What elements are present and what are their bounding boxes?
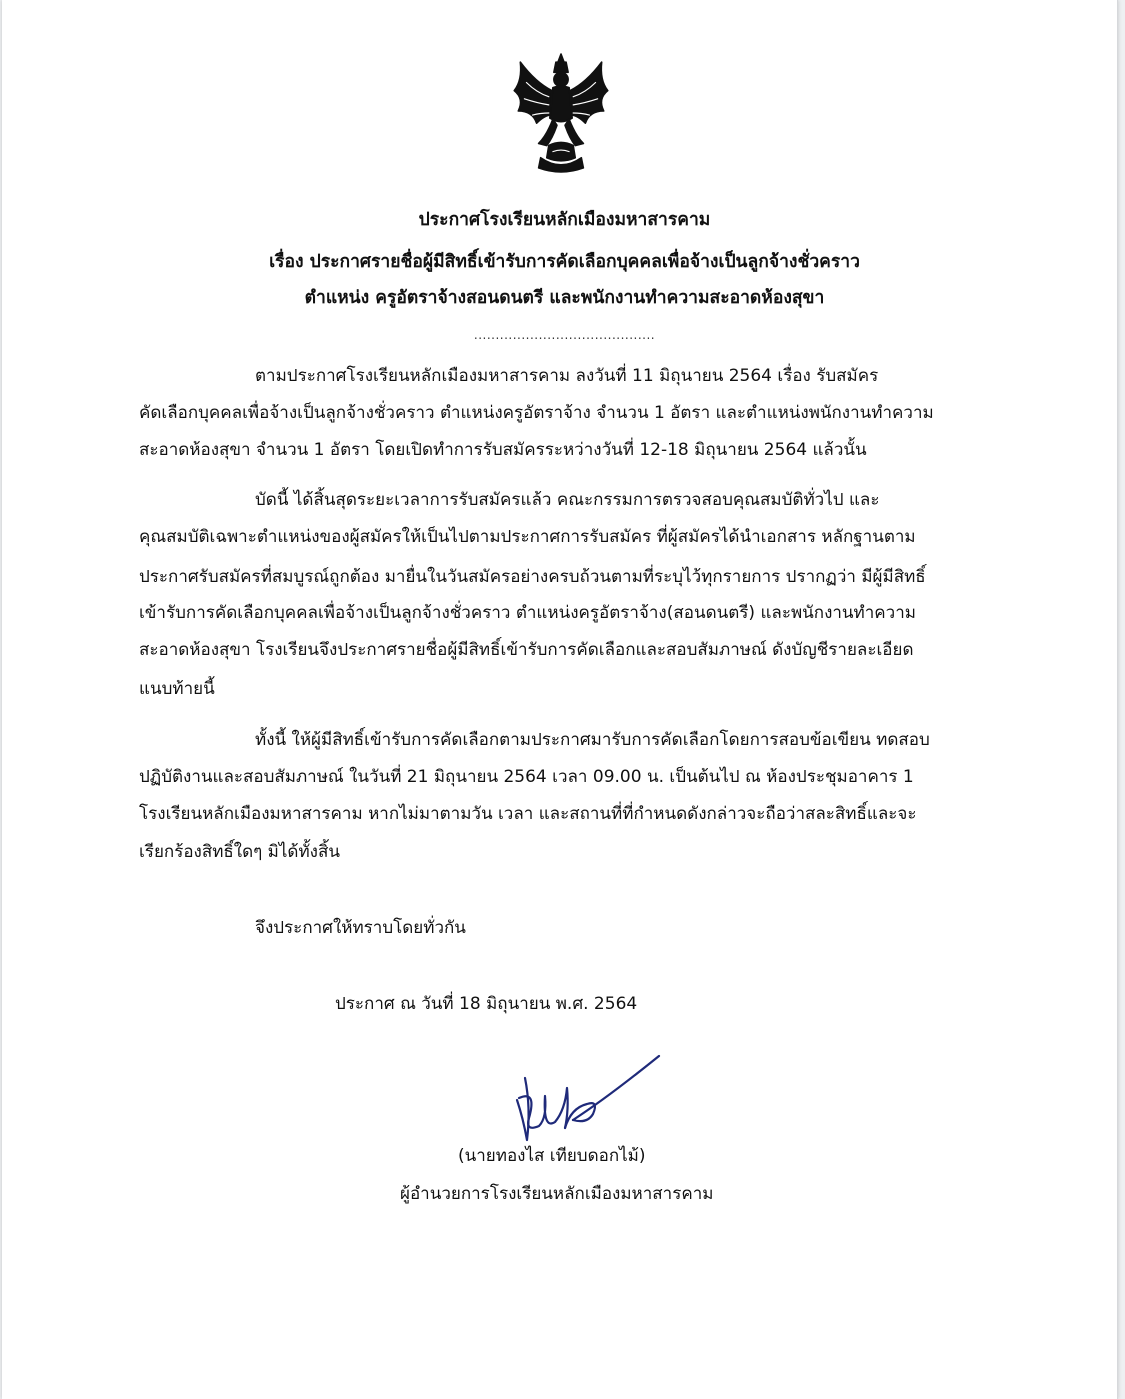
document-position: ตำแหน่ง ครูอัตราจ้างสอนดนตรี และพนักงานทำความสะอาดห้องสุขา — [304, 288, 825, 308]
garuda-emblem-icon — [510, 52, 612, 174]
paragraph-1-line-3: สะอาดห้องสุขา จำนวน 1 อัตรา โดยเปิดทำการรับสมัครระหว่างวันที่ 12-18 มิถุนายน 2564 แล้วนั้น — [139, 440, 867, 460]
paragraph-3-line-3: โรงเรียนหลักเมืองมหาสารคาม หากไม่มาตามวัน เวลา และสถานที่ที่กำหนดดังกล่าวจะถือว่าสละสิทธิ์และจะ — [139, 804, 917, 824]
header-separator: .......................................... — [473, 328, 656, 342]
document-subject: เรื่อง ประกาศรายชื่อผู้มีสิทธิ์เข้ารับการคัดเลือกบุคคลเพื่อจ้างเป็นลูกจ้างชั่วคราว — [269, 252, 860, 272]
document-page — [2, 0, 1118, 1399]
signatory-name: (นายทองไส เทียบดอกไม้) — [458, 1146, 646, 1166]
paragraph-2-line-4: เข้ารับการคัดเลือกบุคคลเพื่อจ้างเป็นลูกจ้างชั่วคราว ตำแหน่งครูอัตราจ้าง(สอนดนตรี) และพนักงานทำความ — [139, 603, 916, 623]
signatory-title: ผู้อำนวยการโรงเรียนหลักเมืองมหาสารคาม — [400, 1184, 714, 1204]
announcement-date: ประกาศ ณ วันที่ 18 มิถุนายน พ.ศ. 2564 — [335, 994, 638, 1014]
paragraph-2-line-1: บัดนี้ ได้สิ้นสุดระยะเวลาการรับสมัครแล้ว คณะกรรมการตรวจสอบคุณสมบัติทั่วไป และ — [255, 490, 880, 510]
handwritten-signature — [507, 1048, 672, 1148]
paragraph-2-line-3: ประกาศรับสมัครที่สมบูรณ์ถูกต้อง มายื่นในวันสมัครอย่างครบถ้วนตามที่ระบุไว้ทุกรายการ ปรากฏว่า มีผู้มีสิทธิ์ — [139, 567, 926, 587]
paragraph-1-line-2: คัดเลือกบุคคลเพื่อจ้างเป็นลูกจ้างชั่วคราว ตำแหน่งครูอัตราจ้าง จำนวน 1 อัตรา และตำแหน่งพนักงานทำความ — [139, 403, 934, 423]
paragraph-3-line-4: เรียกร้องสิทธิ์ใดๆ มิได้ทั้งสิ้น — [139, 842, 340, 862]
paragraph-2-line-5: สะอาดห้องสุขา โรงเรียนจึงประกาศรายชื่อผู้มีสิทธิ์เข้ารับการคัดเลือกและสอบสัมภาษณ์ ดังบัญชีรายละเอียด — [139, 640, 914, 660]
paragraph-2-line-2: คุณสมบัติเฉพาะตำแหน่งของผู้สมัครให้เป็นไปตามประกาศการรับสมัคร ที่ผู้สมัครได้นำเอกสาร หลักฐานตาม — [139, 527, 916, 547]
document-title: ประกาศโรงเรียนหลักเมืองมหาสารคาม — [418, 210, 711, 230]
paragraph-3-line-1: ทั้งนี้ ให้ผู้มีสิทธิ์เข้ารับการคัดเลือกตามประกาศมารับการคัดเลือกโดยการสอบข้อเขียน ทดสอบ — [255, 730, 930, 750]
closing-line: จึงประกาศให้ทราบโดยทั่วกัน — [255, 918, 466, 938]
paragraph-2-line-6: แนบท้ายนี้ — [139, 679, 215, 699]
paragraph-1-line-1: ตามประกาศโรงเรียนหลักเมืองมหาสารคาม ลงวันที่ 11 มิถุนายน 2564 เรื่อง รับสมัคร — [255, 366, 879, 386]
paragraph-3-line-2: ปฏิบัติงานและสอบสัมภาษณ์ ในวันที่ 21 มิถุนายน 2564 เวลา 09.00 น. เป็นต้นไป ณ ห้องประชุมอาคาร 1 — [139, 767, 914, 787]
